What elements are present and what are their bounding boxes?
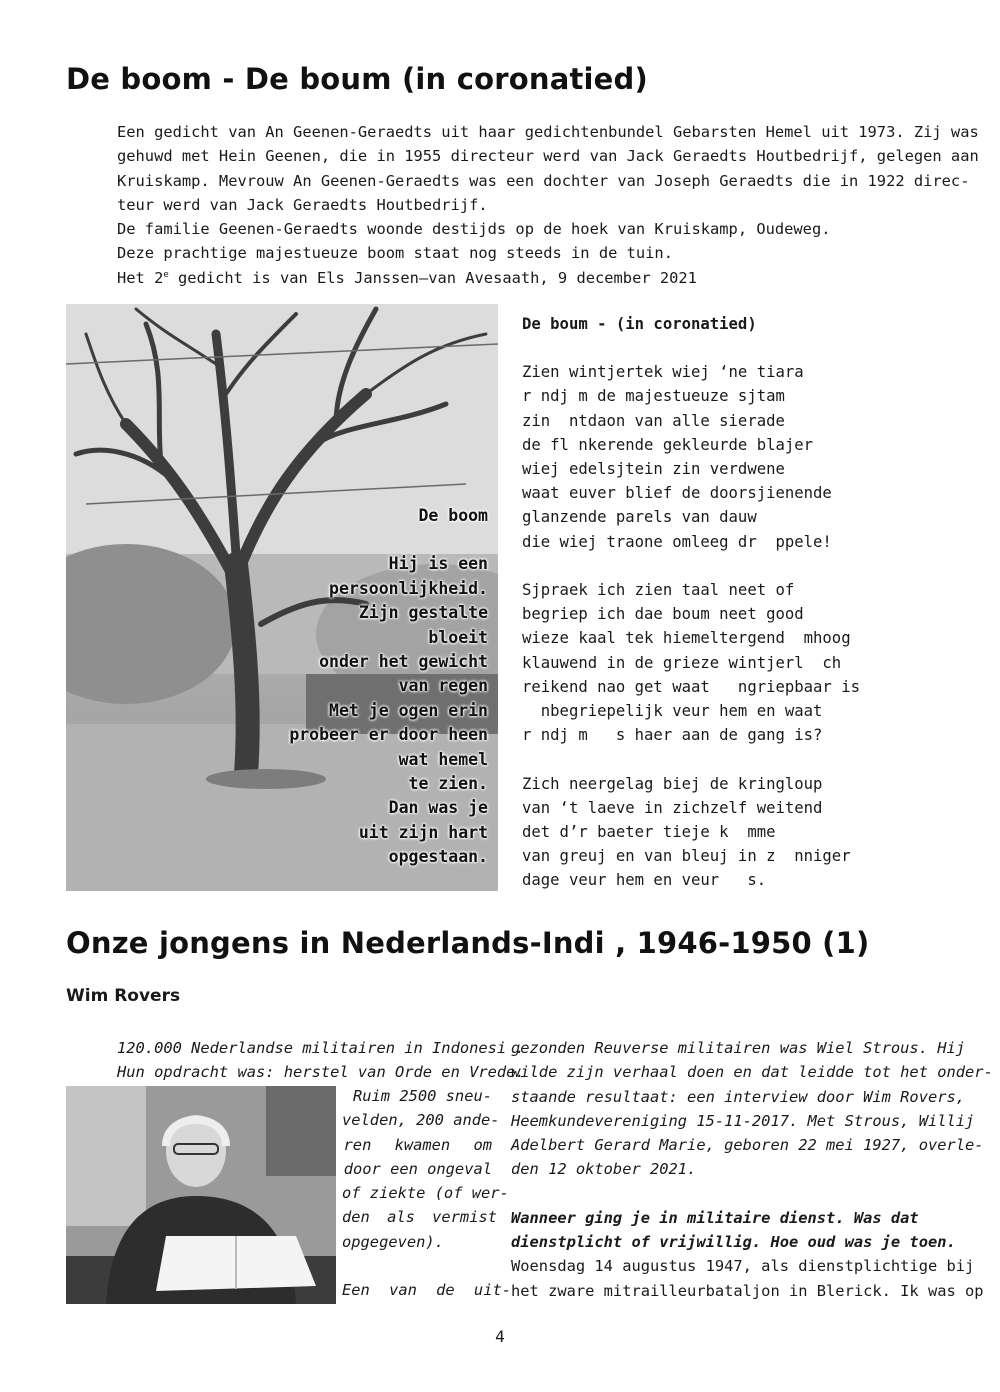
poem-line: te zien. — [408, 774, 488, 794]
poem-line: wiej edelsjtein zin verdwene — [522, 460, 785, 479]
poem-line: r ndj m s haer aan de gang is? — [522, 726, 823, 745]
side-line: Een van de uit- — [342, 1281, 511, 1300]
section-title-indie: Onze jongens in Nederlands-Indi , 1946-1950 (1) — [66, 926, 870, 960]
poem-line: van regen — [398, 676, 488, 696]
poem-de-boom — [289, 504, 488, 870]
interview-column — [511, 1036, 993, 1303]
poem-line: van ‘t laeve in zichzelf weitend — [522, 798, 823, 817]
intro-line: teur werd van Jack Geraedts Houtbedrijf. — [117, 195, 488, 214]
intro-line-last — [117, 266, 947, 290]
interview-answer — [511, 1254, 984, 1303]
superscript: e — [163, 269, 169, 280]
question-line: Wanneer ging je in militaire dienst. Was dat — [511, 1208, 919, 1227]
poem-line: klauwend in de grieze wintjerl ch — [522, 653, 842, 672]
poem-line: begriep ich dae boum neet good — [522, 605, 804, 624]
poem-line: reikend nao get waat ngriepbaar is — [522, 677, 860, 696]
side-line: door een ongeval — [343, 1159, 492, 1178]
poem-line: det d’r baeter tieje k mme — [522, 823, 776, 842]
side-line: Ruim 2500 sneu- — [353, 1087, 492, 1105]
answer-line: Woensdag 14 augustus 1947, als dienstplichtige bij — [511, 1257, 975, 1276]
intro-italic — [511, 1036, 993, 1182]
poem-line: wieze kaal tek hiemeltergend mhoog — [522, 629, 851, 648]
poem-line: Zien wintjertek wiej ‘ne tiara — [522, 363, 804, 382]
side-line: opgegeven). — [342, 1232, 444, 1251]
author-name: Wim Rovers — [66, 986, 181, 1006]
poem-line: Hij is een — [388, 554, 488, 574]
poem-line: probeer er door heen — [289, 725, 488, 745]
text-line: wilde zijn verhaal doen en dat leidde tot het onder- — [511, 1063, 993, 1082]
intro-line: Deze prachtige majestueuze boom staat nog steeds in de tuin. — [117, 244, 673, 263]
poem-line: Dan was je — [388, 798, 488, 818]
tree-photo — [66, 304, 498, 891]
portrait-photo — [66, 1086, 336, 1304]
poem-line: de fl nkerende gekleurde blajer — [522, 435, 814, 454]
poem-line: zin ntdaon van alle sierade — [522, 411, 785, 430]
text-line: Heemkundevereniging 15-11-2017. Met Strous, Willij — [511, 1111, 975, 1130]
portrait-illustration — [66, 1086, 336, 1304]
poem-line: Zich neergelag biej de kringloup — [522, 774, 823, 793]
lead-text — [117, 1036, 525, 1085]
poem-stanza — [522, 772, 962, 893]
intro-line: gehuwd met Hein Geenen, die in 1955 directeur werd van Jack Geraedts Houtbedrijf, gelegen aan — [117, 147, 979, 166]
text-line: Adelbert Gerard Marie, geboren 22 mei 1927, overle- — [511, 1136, 984, 1155]
poem-line: bloeit — [428, 627, 488, 647]
poem-line: dage veur hem en veur s. — [522, 871, 767, 890]
lead-line: Hun opdracht was: herstel van Orde en Vrede. — [117, 1063, 525, 1082]
answer-line: het zware mitrailleurbataljon in Blerick. Ik was op — [511, 1281, 984, 1300]
side-line: ren kwamen om — [343, 1135, 492, 1154]
poem-title: De boum - (in coronatied) — [522, 315, 757, 333]
poem-line: die wiej traone omleeg dr ppele! — [522, 532, 832, 551]
page-number: 4 — [495, 1327, 505, 1346]
text-line: gezonden Reuverse militairen was Wiel Strous. Hij — [511, 1039, 966, 1057]
poem-line: wat hemel — [398, 749, 488, 769]
poem-line: uit zijn hart — [358, 822, 488, 842]
poem-line: r ndj m de majestueuze sjtam — [522, 387, 785, 406]
text-line: staande resultaat: een interview door Wim Rovers, — [511, 1087, 966, 1106]
intro-line: Kruiskamp. Mevrouw An Geenen-Geraedts was een dochter van Joseph Geraedts die in 1922 direc- — [117, 171, 970, 190]
poem-title: De boom — [418, 506, 488, 525]
text-line: den 12 oktober 2021. — [511, 1160, 697, 1179]
side-line: velden, 200 ande- — [342, 1111, 500, 1130]
intro-last-after: gedicht is van Els Janssen–van Avesaath, 9 december 2021 — [168, 268, 697, 287]
intro-line: Een gedicht van An Geenen-Geraedts uit haar gedichtenbundel Gebarsten Hemel uit 1973. Zij was — [117, 123, 979, 141]
poem-stanza — [522, 578, 962, 747]
poem-line: Met je ogen erin — [329, 700, 488, 720]
poem-line: waat euver blief de doorsjienende — [522, 484, 832, 503]
poem-stanza — [522, 360, 962, 554]
poem-line: onder het gewicht — [319, 652, 488, 672]
interview-question — [511, 1206, 956, 1255]
section-title-boom: De boom - De boum (in coronatied) — [66, 62, 648, 96]
side-line: den als vermist — [342, 1208, 497, 1227]
poem-line: Zijn gestalte — [358, 603, 488, 623]
intro-last-before: Het 2 — [117, 268, 164, 287]
intro-line: De familie Geenen-Geraedts woonde destijds op de hoek van Kruiskamp, Oudeweg. — [117, 220, 831, 239]
poem-line: opgestaan. — [388, 847, 488, 867]
poem-line: glanzende parels van dauw — [522, 508, 757, 527]
intro-paragraph — [117, 120, 979, 290]
poem-line: van greuj en van bleuj in z nniger — [522, 847, 851, 866]
poem-line: nbegriepelijk veur hem en waat — [522, 702, 823, 721]
poem-line: Sjpraek ich zien taal neet of — [522, 581, 795, 600]
lead-line: 120.000 Nederlandse militairen in Indonesi . — [117, 1039, 525, 1057]
photo-side-text — [342, 1084, 511, 1303]
question-line: dienstplicht of vrijwillig. Hoe oud was je toen. — [511, 1233, 956, 1252]
side-line: of ziekte (of wer- — [342, 1184, 509, 1203]
poem-line: persoonlijkheid. — [329, 578, 488, 598]
poem-de-boum — [522, 312, 962, 917]
side-line-blank — [342, 1254, 492, 1278]
